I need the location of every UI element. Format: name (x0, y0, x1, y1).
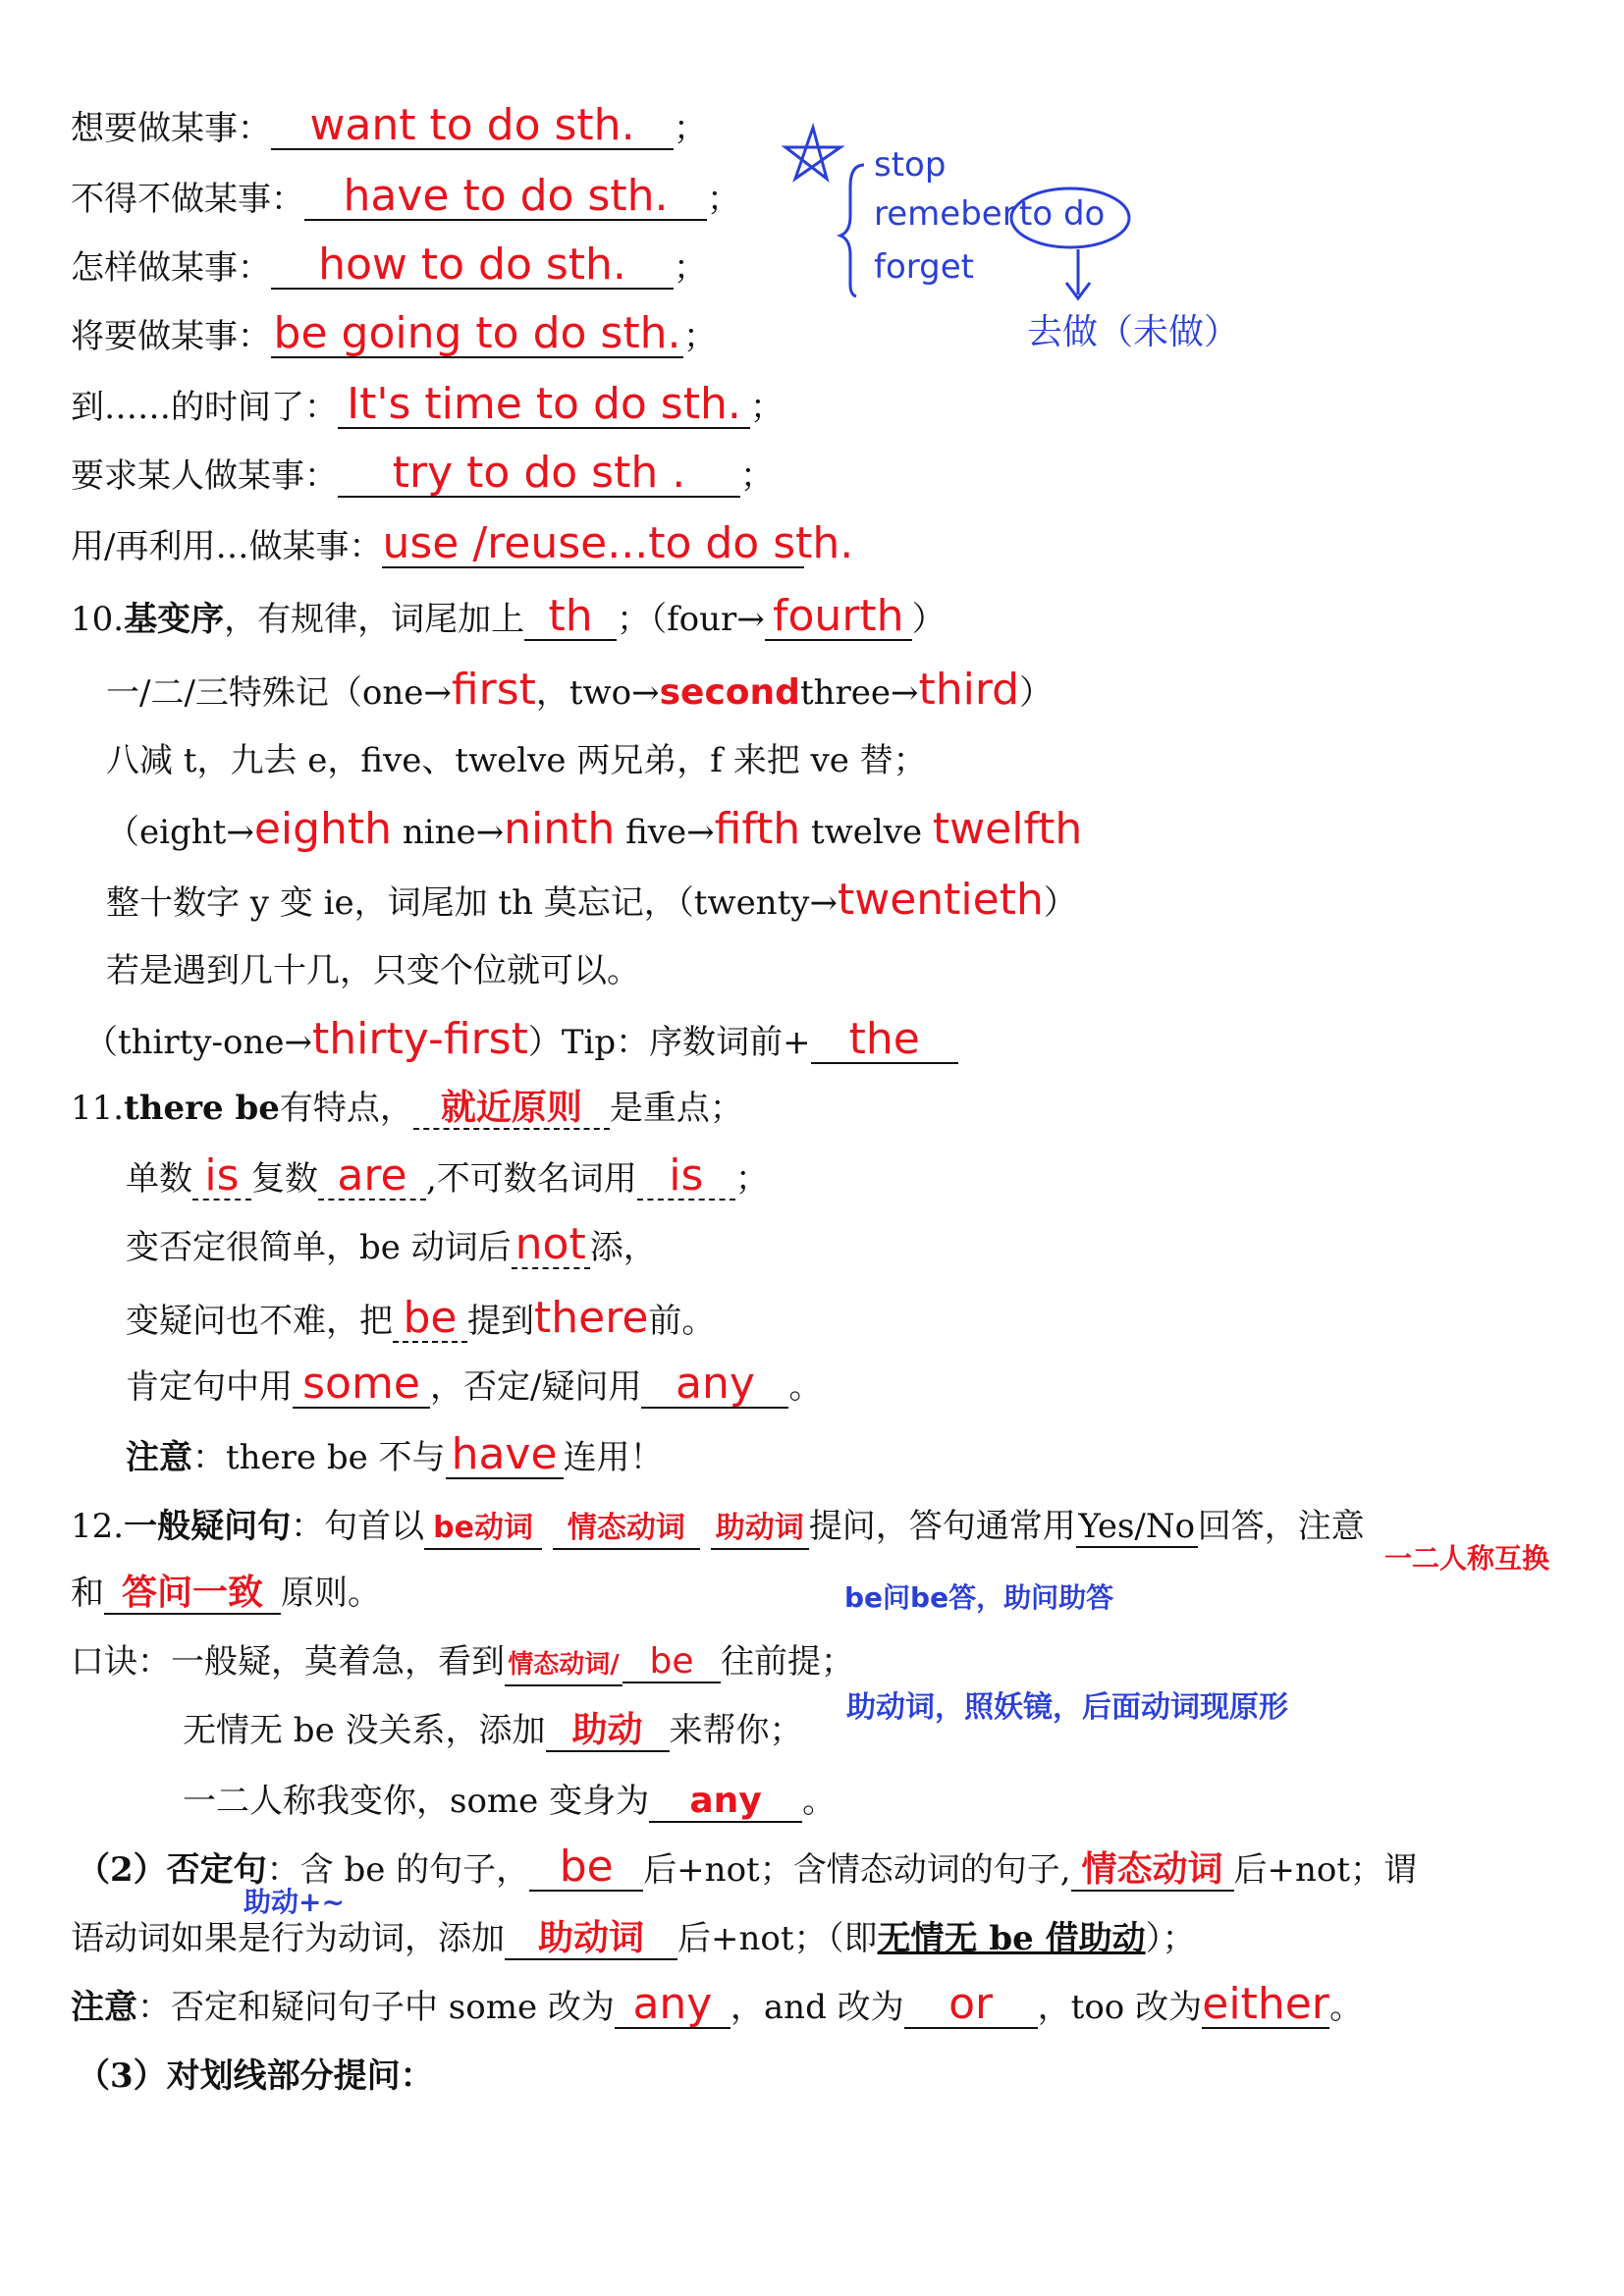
text: 一/二/三特殊记（one→ (106, 673, 452, 713)
text: 有特点， (279, 1089, 413, 1128)
ordinal-line-special (106, 667, 1053, 716)
answer-be: be (403, 1293, 458, 1343)
answer-proximity-rule: 就近原则 (440, 1088, 582, 1128)
item-cn-label: 用/再利用…做某事： (71, 527, 383, 566)
answer-there: there (534, 1293, 649, 1343)
answer-eighth: eighth (253, 804, 393, 854)
subsection-title: 否定句 (166, 1850, 267, 1890)
item-end-punct: ； (750, 388, 784, 427)
side-verb-forget: forget (874, 247, 974, 287)
answer-have-to-do: have to do sth. (343, 171, 669, 221)
subsection-number: （3） (77, 2056, 167, 2096)
ordinal-line-rule: 八减 t，九去 e，five、twelve 两兄弟，f 来把 ve 替； (106, 741, 927, 780)
text: 一二人称我变你，some 变身为 (183, 1782, 650, 1821)
answer-auxiliary-verb: 助动词 (715, 1511, 804, 1545)
answer-how-to-do: how to do sth. (318, 240, 626, 290)
text: 。 (802, 1782, 837, 1821)
ordinal-line-examples (106, 804, 1083, 855)
ordinal-line-tens (106, 875, 1077, 926)
text: 变疑问也不难，把 (126, 1302, 393, 1341)
answer-is-singular: is (204, 1150, 240, 1201)
note-label: 注意 (126, 1438, 192, 1477)
answer-th: th (548, 591, 593, 641)
text: ，too 改为 (1037, 1988, 1203, 2027)
text: 提到 (467, 1302, 534, 1341)
text: ：否定和疑问句子中 some 改为 (137, 1988, 615, 2027)
text: 连用！ (563, 1438, 664, 1477)
item-cn-label: 怎样做某事： (71, 248, 271, 288)
text: 复数 (251, 1159, 318, 1199)
answer-the: the (848, 1014, 920, 1064)
item-cn-label: 将要做某事： (71, 317, 271, 356)
text: 添， (589, 1228, 657, 1267)
circle-mark-icon (1011, 188, 1129, 247)
text: 回答，注意 (1197, 1507, 1365, 1546)
special-question-title (77, 2054, 434, 2099)
answer-use-reuse: use /reuse...to do sth. (382, 518, 854, 568)
answer-consistency: 答问一致 (121, 1573, 263, 1613)
answer-fourth: fourth (773, 591, 904, 641)
text: ：含 be 的句子， (266, 1850, 530, 1890)
section-title: 一般疑问句 (124, 1507, 292, 1546)
text: 。 (788, 1367, 823, 1407)
text: 变否定很简单，be 动词后 (126, 1228, 512, 1267)
answer-modal-verb: 情态动词 (567, 1511, 685, 1545)
text: ）Tip：序数词前+ (527, 1023, 811, 1062)
answer-fifth: fifth (714, 804, 801, 854)
text: 和 (71, 1574, 104, 1613)
answer-first: first (451, 665, 536, 715)
text: ：句首以 (291, 1507, 425, 1546)
answer-any-question: any (689, 1781, 762, 1821)
text: 后+not；（即 (677, 1919, 878, 1958)
item-cn-label: 不得不做某事： (71, 180, 304, 219)
question-rhyme-line (71, 1639, 854, 1686)
text: ，and 改为 (730, 1988, 904, 2027)
answer-any: any (676, 1359, 755, 1409)
text: ,不可数名词用 (426, 1159, 637, 1199)
item-end-punct: ； (674, 109, 707, 148)
answer-be-front: be (649, 1641, 694, 1682)
bold-rule: 无情无 be 借助动 (877, 1919, 1146, 1958)
answer-third: third (918, 665, 1020, 715)
there-be-note-line (126, 1429, 664, 1480)
note-label: 注意 (71, 1988, 137, 2027)
text: five→ (625, 813, 715, 852)
answer-is-uncountable: is (669, 1150, 704, 1201)
yes-no-text: Yes/No (1078, 1507, 1196, 1546)
text: 提问，答句通常用 (808, 1507, 1076, 1546)
answer-be-negative: be (559, 1842, 614, 1892)
section-number: 11. (71, 1089, 125, 1128)
ordinal-line-compound: 若是遇到几十几，只变个位就可以。 (106, 951, 640, 990)
text: ，two→ (535, 673, 660, 713)
answer-modal-negative: 情态动词 (1081, 1849, 1223, 1890)
section-number: 12. (71, 1507, 125, 1546)
side-verb-stop: stop (874, 145, 947, 185)
note-aux-mirror: 助动词，照妖镜，后面动词现原形 (846, 1690, 1288, 1725)
answer-some: some (302, 1359, 420, 1409)
text: ； (734, 1159, 769, 1199)
text: 往前提； (721, 1642, 854, 1682)
text: ）； (1145, 1919, 1196, 1958)
text: （eight→ (106, 813, 254, 852)
item-cn-label: 到……的时间了： (71, 388, 338, 427)
there-be-title-line (71, 1086, 743, 1131)
question-person-line (183, 1779, 836, 1824)
answer-not: not (514, 1219, 586, 1269)
note-person-swap: 一二人称互换 (1384, 1542, 1550, 1575)
side-meaning: 去做（未做） (1027, 312, 1240, 352)
star-doodle-icon (785, 128, 840, 179)
brace-icon (840, 165, 864, 296)
answer-aux-help: 助动 (571, 1710, 643, 1750)
item-cn-label: 想要做某事： (71, 109, 271, 148)
there-be-question-line (126, 1293, 716, 1344)
answer-are-plural: are (337, 1150, 407, 1201)
answer-second: second (659, 672, 800, 713)
side-circled-to-do: to do (1019, 194, 1106, 234)
question-aux-line (183, 1708, 803, 1753)
question-principle-line (71, 1571, 381, 1616)
text: 语动词如果是行为动词，添加 (71, 1919, 505, 1958)
text: ） (1019, 673, 1054, 713)
negative-aux-line (71, 1916, 1196, 1961)
text: ，否定/疑问用 (430, 1367, 642, 1407)
there-be-some-any-line (126, 1359, 823, 1410)
answer-want-to-do: want to do sth. (309, 100, 635, 150)
note-be-aux-answer: be问be答，助问助答 (844, 1581, 1114, 1614)
text: ：there be 不与 (192, 1438, 446, 1477)
text: 后+not；含情态动词的句子, (643, 1850, 1071, 1890)
text: 肯定句中用 (126, 1367, 293, 1407)
question-title-line (71, 1504, 1365, 1550)
answer-have: have (451, 1429, 558, 1479)
item-cn-label: 要求某人做某事： (71, 456, 338, 496)
text: 整十数字 y 变 ie，词尾加 th 莫忘记，（twenty→ (106, 883, 838, 923)
side-verb-remeber: remeber (874, 194, 1016, 234)
there-be-agreement-line (126, 1150, 769, 1201)
there-be-negative-line (126, 1219, 657, 1270)
answer-ninth: ninth (504, 804, 616, 854)
note-aux-plus: 助动+~ (244, 1886, 345, 1918)
text: three→ (799, 673, 919, 713)
text: 是重点； (609, 1089, 743, 1128)
section-title: there be (124, 1089, 280, 1128)
rule-text: ，有规律，词尾加上 (224, 600, 525, 639)
negative-note-line (71, 1979, 1364, 2030)
item-end-punct: ； (740, 456, 774, 496)
answer-thirty-first: thirty-first (312, 1014, 528, 1064)
ordinal-title-line (71, 591, 946, 642)
text: 单数 (126, 1159, 192, 1199)
answer-either: either (1202, 1979, 1329, 2029)
text: （thirty-one→ (84, 1023, 313, 1062)
item-end-punct: ； (707, 180, 740, 219)
item-end-punct: ； (674, 248, 707, 288)
text: 。 (1329, 1988, 1364, 2027)
answer-or: or (948, 1979, 994, 2029)
text: 原则。 (281, 1574, 381, 1613)
answer-aux-negative: 助动词 (537, 1918, 644, 1958)
text: ） (1043, 883, 1077, 923)
example-open: ；（four→ (617, 600, 765, 639)
text: 前。 (648, 1302, 716, 1341)
answer-try-to-do: try to do sth . (392, 448, 686, 498)
text: nine→ (402, 813, 505, 852)
text: twelve (811, 813, 923, 852)
ordinal-line-tip (84, 1014, 958, 1065)
text: 口诀：一般疑，莫着急，看到 (71, 1642, 505, 1682)
subsection-number: （2） (77, 1850, 167, 1890)
example-close: ） (911, 600, 946, 639)
subsection-title: 对划线部分提问： (166, 2056, 434, 2096)
section-title: 基变序 (124, 600, 225, 639)
section-number: 10. (71, 600, 125, 639)
item-end-punct: ； (683, 317, 717, 356)
text: 后+not；谓 (1233, 1850, 1418, 1890)
answer-its-time-to: It's time to do sth. (347, 379, 741, 429)
text: 来帮你； (669, 1711, 803, 1750)
answer-be-verb: be动词 (433, 1511, 533, 1545)
answer-be-going-to: be going to do sth. (273, 308, 681, 358)
answer-twelfth: twelfth (932, 804, 1083, 854)
answer-twentieth: twentieth (837, 875, 1044, 925)
arrow-down-icon (1066, 249, 1090, 298)
answer-modal-slash: 情态动词/ (508, 1650, 620, 1680)
text: 无情无 be 没关系，添加 (183, 1711, 546, 1750)
answer-any-negative: any (632, 1979, 713, 2029)
